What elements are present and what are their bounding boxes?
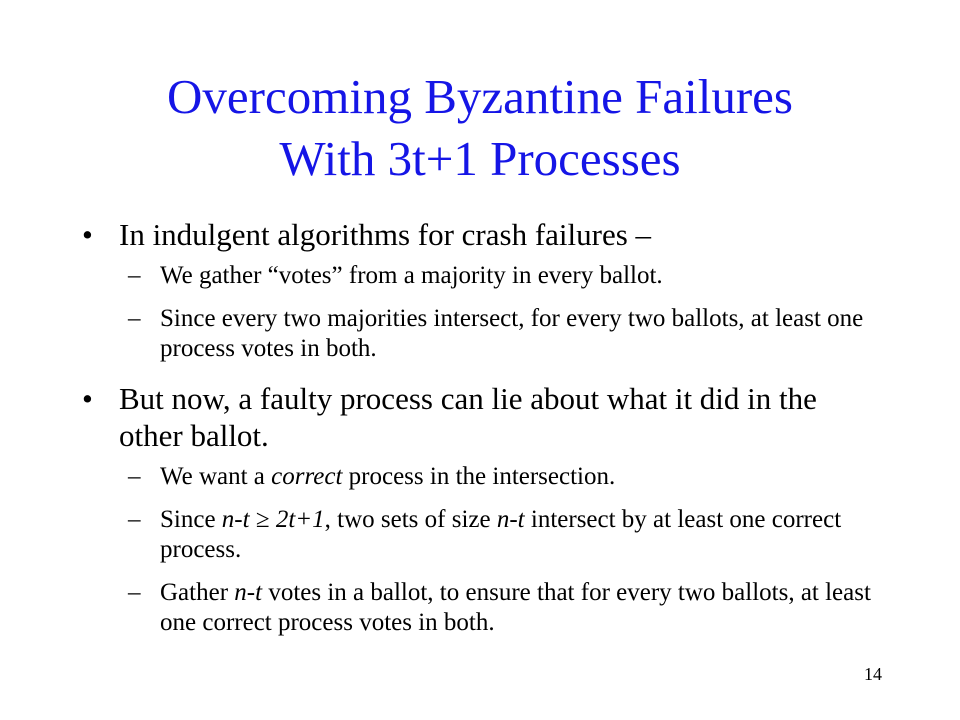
dash-marker: –	[128, 579, 141, 606]
dash-marker: –	[128, 506, 141, 533]
text-em: 2t+1	[275, 506, 325, 533]
slide-title	[40, 66, 920, 190]
text-em: correct	[271, 463, 343, 490]
text-em: n-t	[221, 506, 250, 533]
sub-item-gather-votes	[82, 578, 882, 638]
text-pre: Gather	[160, 579, 235, 606]
bullet-text: In indulgent algorithms for crash failures –	[119, 217, 652, 252]
dash-marker: –	[128, 463, 141, 490]
sub-item-text: Since every two majorities intersect, for every two ballots, at least one process votes in both.	[160, 305, 864, 362]
text-post: votes in a ballot, to ensure that for every two ballots, at least one correct process votes in both.	[160, 579, 871, 636]
text-post: intersect by at least one correct process.	[160, 506, 842, 563]
sub-item-intersection	[82, 505, 882, 565]
text-mid: ≥	[249, 506, 276, 533]
bullet-faulty-process	[82, 380, 882, 454]
sub-item-votes	[82, 261, 882, 291]
sub-item-text: We gather “votes” from a majority in every ballot.	[160, 262, 663, 289]
slide-body	[82, 216, 882, 638]
bullet-crash-failures	[82, 216, 882, 253]
dash-marker: –	[128, 262, 141, 289]
sub-item-correct-process	[82, 462, 882, 492]
text-pre: Since	[160, 506, 222, 533]
text-mid: , two sets of size	[324, 506, 497, 533]
text-pre: We want a	[160, 463, 272, 490]
sub-item-majorities	[82, 304, 882, 364]
dash-marker: –	[128, 305, 141, 332]
title-line-2: With 3t+1 Processes	[279, 131, 681, 186]
sub-list-crash	[82, 261, 882, 364]
sub-list-byzantine	[82, 462, 882, 638]
bullet-dot: •	[82, 217, 93, 252]
text-post: process in the intersection.	[342, 463, 616, 490]
page-number: 14	[864, 664, 882, 684]
bullet-dot: •	[82, 381, 93, 416]
bullet-text: But now, a faulty process can lie about what it did in the other ballot.	[119, 381, 817, 453]
text-em: n-t	[234, 579, 263, 606]
text-em: n-t	[496, 506, 525, 533]
title-line-1: Overcoming Byzantine Failures	[167, 69, 793, 124]
